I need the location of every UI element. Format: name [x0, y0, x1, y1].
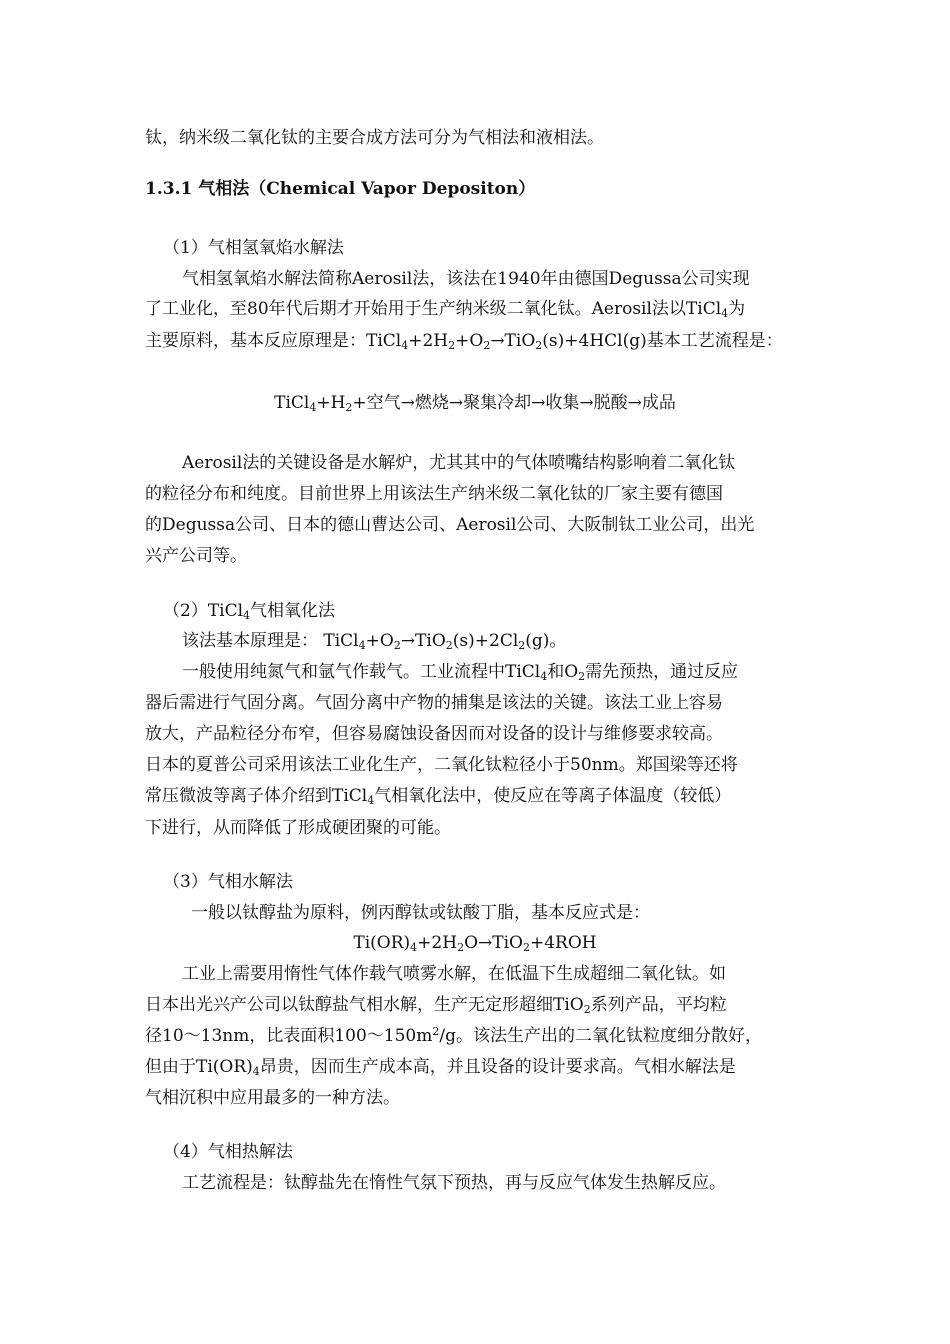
text-line: （4）气相热解法: [163, 1142, 293, 1162]
text-line: 放大，产品粒径分布窄，但容易腐蚀设备因而对设备的设计与维修要求较高。: [145, 724, 723, 744]
text-line: 一般使用纯氮气和氩气作载气。工业流程中TiCl$_4$和$O_2$需先预热，通过反应: [182, 662, 739, 683]
text-line: $Ti(OR)_4+2H_2O\to TiO_2+4ROH$: [353, 933, 597, 954]
text-line: 气相沉积中应用最多的一种方法。: [145, 1088, 400, 1108]
text-line: （3）气相水解法: [163, 872, 293, 892]
text-line: 工艺流程是：钛醇盐先在惰性气氛下预热，再与反应气体发生热解反应。: [182, 1173, 726, 1193]
text-line: $TiCl_4+H_2+$空气→燃烧→聚集冷却→收集→脱酸→成品: [274, 393, 676, 414]
text-line: Aerosil法的关键设备是水解炉，尤其其中的气体喷嘴结构影响着二氧化钛: [182, 453, 736, 473]
text-line: 一般以钛醇盐为原料，例丙醇钛或钛酸丁脂，基本反应式是：: [191, 903, 650, 923]
text-line: 主要原料，基本反应原理是：$TiCl_4+2H_2+O_2\to TiO_2(s)+4HCl(g)$基本工艺流程是：: [145, 331, 783, 352]
text-line: 但由于$Ti(OR)_4$昂贵，因而生产成本高，并且设备的设计要求高。气相水解法是: [145, 1057, 736, 1078]
text-line: 该法基本原理是： $TiCl_4+O_2\to TiO_2(s)+2Cl_2(g)$。: [182, 631, 567, 652]
text-line: （2）TiCl$_4$气相氧化法: [163, 601, 336, 622]
section-heading: 1.3.1 气相法（Chemical Vapor Depositon）: [145, 179, 536, 199]
text-line: 径10～13nm，比表面积$100\sim 150m^2/g$。该法生产出的二氧化钛粒度细分散好，: [145, 1025, 762, 1046]
text-line: 日本的夏普公司采用该法工业化生产，二氧化钛粒径小于50nm。郑国梁等还将: [145, 755, 738, 775]
text-line: 了工业化，至80年代后期才开始用于生产纳米级二氧化钛。Aerosil法以TiCl$_4$为: [145, 299, 746, 320]
text-line: 钛，纳米级二氧化钛的主要合成方法可分为气相法和液相法。: [145, 128, 604, 148]
text-line: 的粒径分布和纯度。目前世界上用该法生产纳米级二氧化钛的厂家主要有德国: [145, 484, 723, 504]
text-line: 气相氢氧焰水解法简称Aerosil法，该法在1940年由德国Degussa公司实现: [182, 269, 750, 289]
text-line: 常压微波等离子体介绍到TiCl$_4$气相氧化法中，使反应在等离子体温度（较低）: [145, 786, 732, 807]
text-line: 下进行，从而降低了形成硬团聚的可能。: [145, 818, 451, 838]
text-line: 的Degussa公司、日本的德山曹达公司、Aerosil公司、大阪制钛工业公司，出光: [145, 515, 755, 535]
text-line: （1）气相氢氧焰水解法: [163, 238, 344, 258]
text-line: 器后需进行气固分离。气固分离中产物的捕集是该法的关键。该法工业上容易: [145, 693, 723, 713]
text-line: 日本出光兴产公司以钛醇盐气相水解，生产无定形超细TiO$_2$系列产品，平均粒: [145, 995, 727, 1016]
text-line: 工业上需要用惰性气体作载气喷雾水解，在低温下生成超细二氧化钛。如: [182, 964, 726, 984]
text-line: 兴产公司等。: [145, 546, 247, 566]
